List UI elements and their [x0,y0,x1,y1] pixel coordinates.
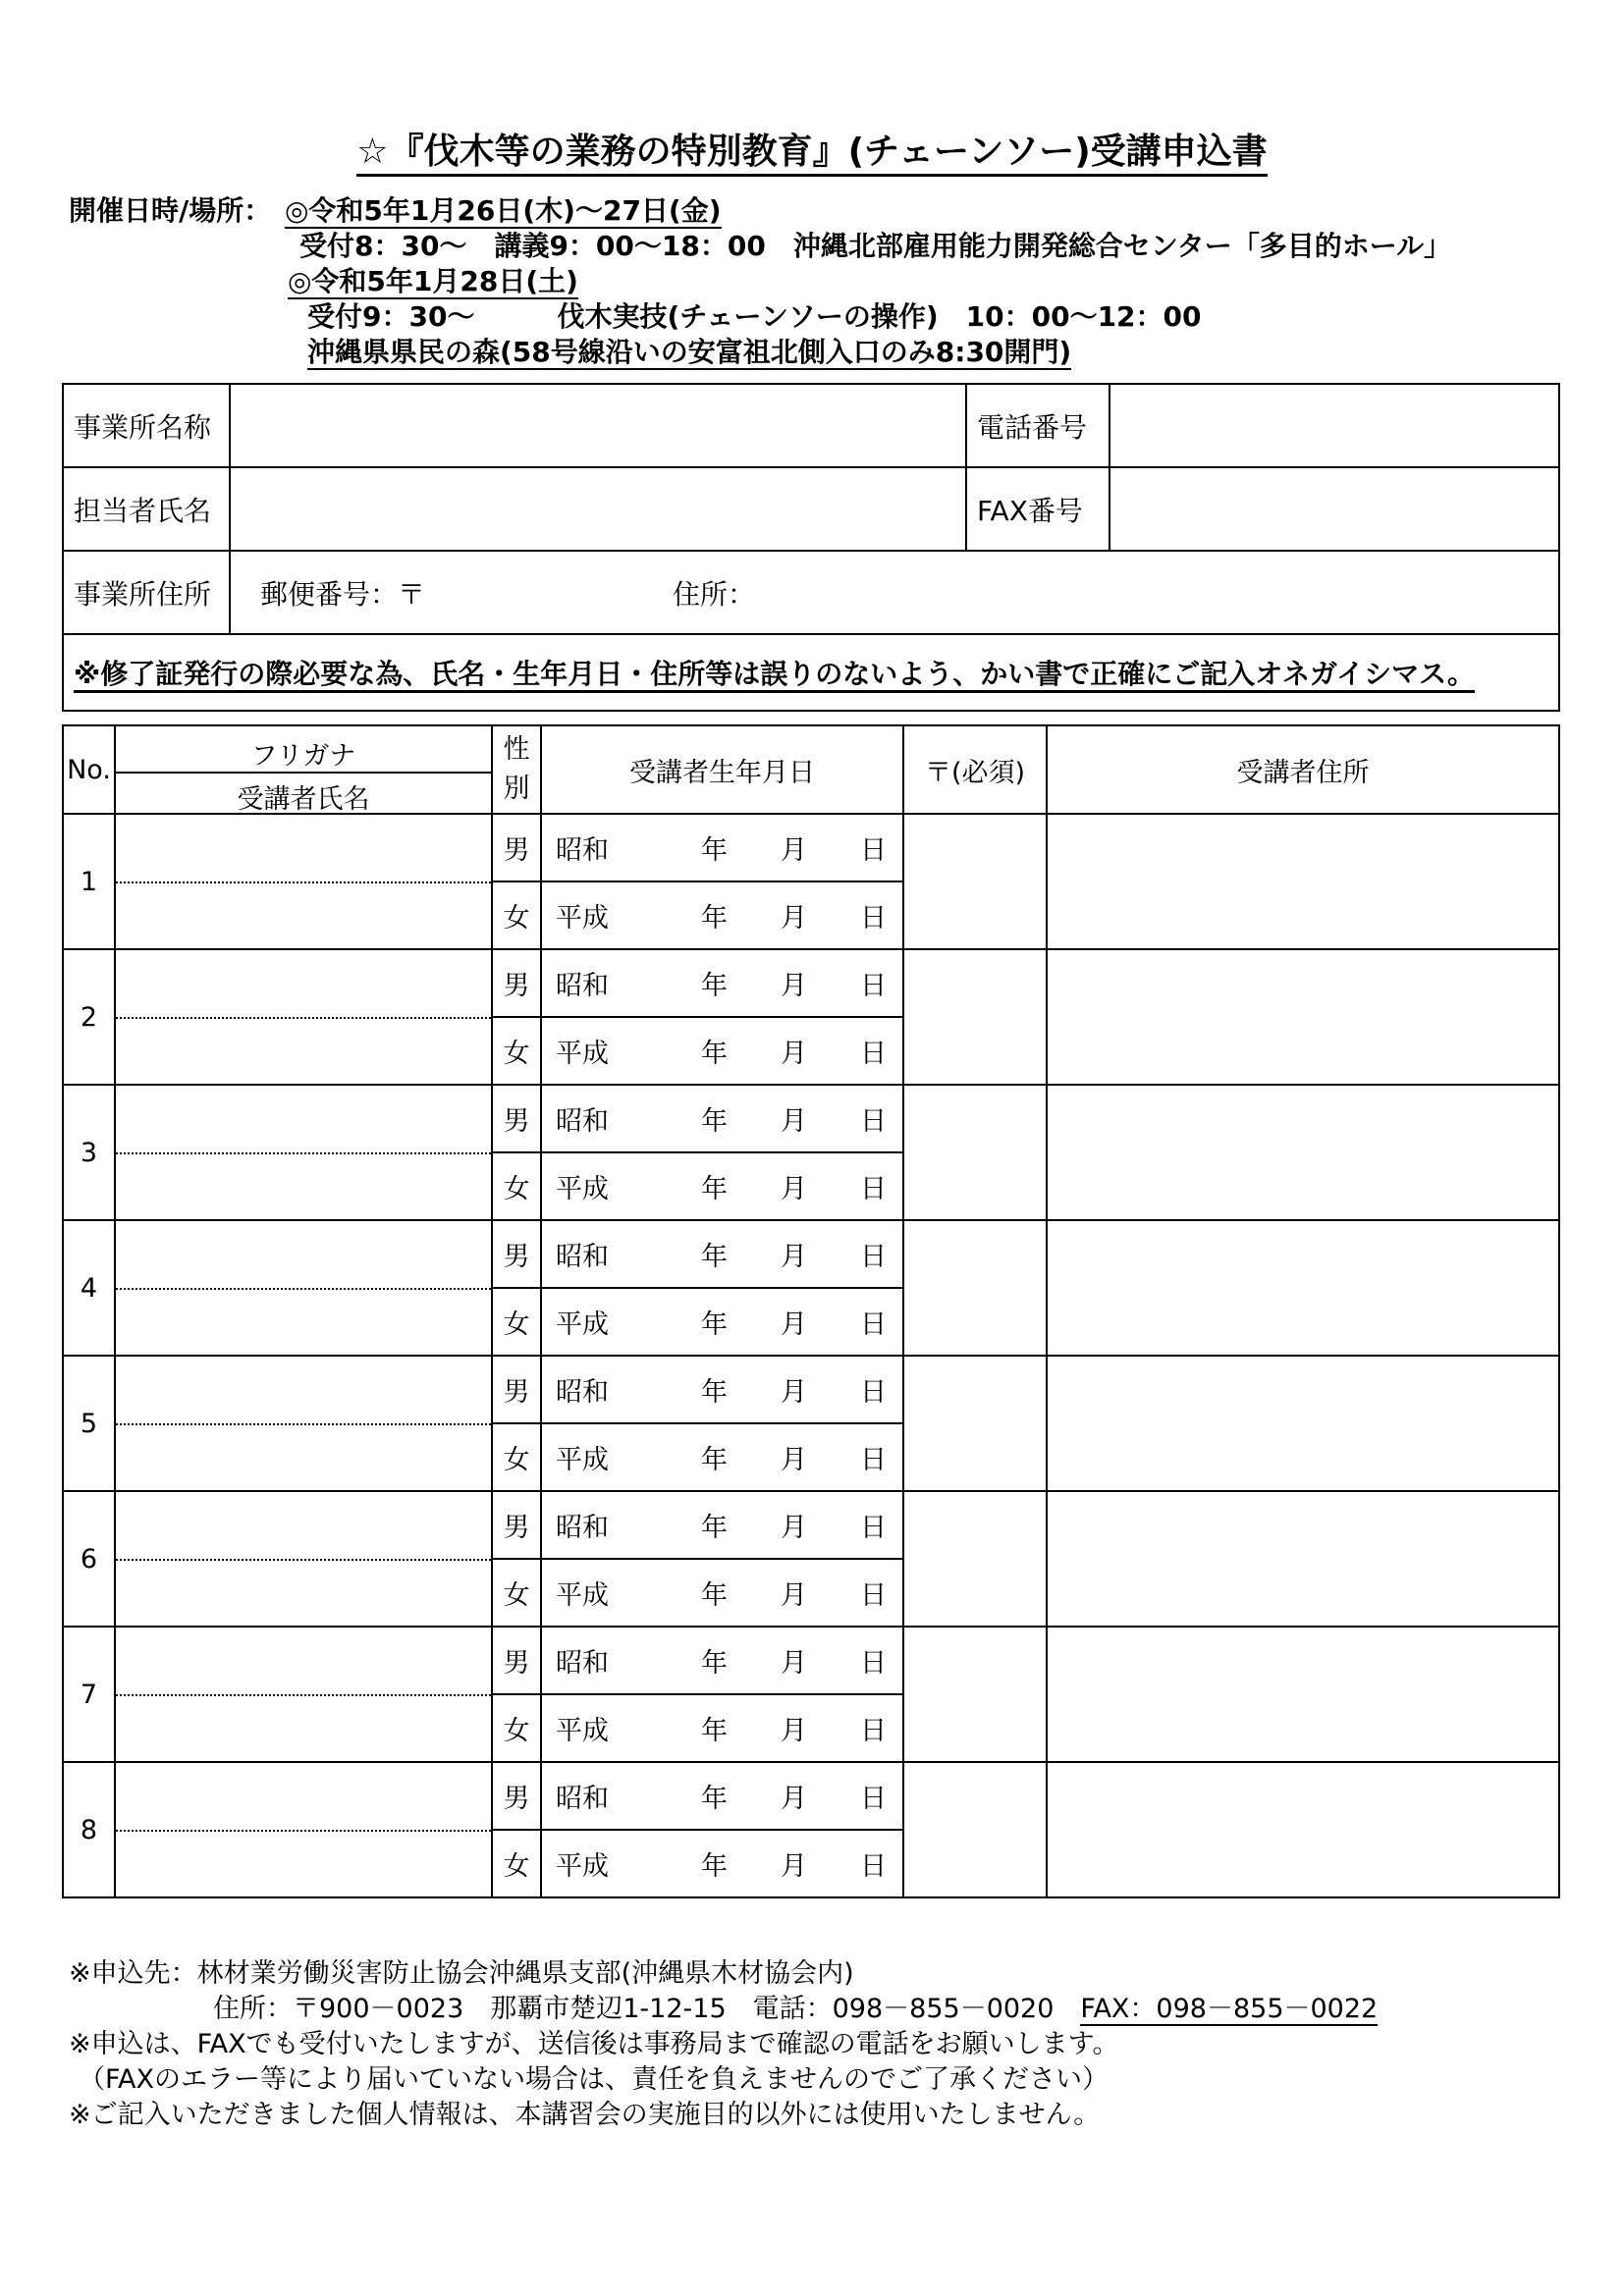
fax-field[interactable] [1110,467,1559,551]
participant-name-field[interactable] [115,1762,492,1897]
schedule-day1-detail: 受付8：30～ 講義9：00～18：00 沖縄北部雇用能力開発総合センター「多目的ホール」 [299,230,1452,262]
participant-address-field[interactable] [1047,1762,1559,1897]
participant-address-field[interactable] [1047,1627,1559,1762]
header-participant-name: 受講者氏名 [237,784,370,815]
participant-postal-field[interactable] [903,949,1047,1085]
participant-postal-field[interactable] [903,814,1047,949]
birthdate-showa[interactable]: 昭和 年 月 日 [541,1762,903,1830]
sex-male[interactable]: 男 [492,814,541,881]
birthdate-showa[interactable]: 昭和 年 月 日 [541,1220,903,1288]
contact-name-label: 担当者氏名 [63,467,230,551]
office-address-label: 事業所住所 [63,551,230,634]
participant-name-field[interactable] [115,1627,492,1762]
participant-postal-field[interactable] [903,1627,1047,1762]
row-number: 8 [63,1762,115,1897]
participant-address-field[interactable] [1047,1220,1559,1356]
participant-name-field[interactable] [115,1356,492,1491]
participant-postal-field[interactable] [903,1085,1047,1220]
phone-field[interactable] [1110,384,1559,467]
participant-name-field[interactable] [115,814,492,949]
participant-row [63,1085,1559,1152]
birthdate-showa[interactable]: 昭和 年 月 日 [541,1491,903,1559]
schedule-day2-detail: 受付9：30～ 伐木実技(チェーンソーの操作) 10：00～12：00 [307,300,1202,333]
birthdate-heisei[interactable]: 平成 年 月 日 [541,1152,903,1220]
birthdate-heisei[interactable]: 平成 年 月 日 [541,1694,903,1762]
birthdate-showa[interactable]: 昭和 年 月 日 [541,949,903,1017]
participant-row [63,814,1559,881]
sex-female[interactable]: 女 [492,1423,541,1491]
participant-row [63,949,1559,1017]
sex-male[interactable]: 男 [492,949,541,1017]
sex-female[interactable]: 女 [492,1694,541,1762]
participant-name-field[interactable] [115,1220,492,1356]
sex-female[interactable]: 女 [492,1288,541,1356]
row-number: 5 [63,1356,115,1491]
phone-label: 電話番号 [966,384,1110,467]
header-furigana: フリガナ [250,741,356,772]
footer-note-fax-error: （FAXのエラー等により届いていない場合は、責任を負えませんのでご了承ください） [79,2064,1110,2095]
office-info-table [62,383,1560,712]
header-address: 受講者住所 [1047,725,1559,814]
sex-female[interactable]: 女 [492,1152,541,1220]
schedule-label: 開催日時/場所： [69,194,272,227]
office-address-field[interactable] [230,551,1559,634]
birthdate-heisei[interactable]: 平成 年 月 日 [541,1423,903,1491]
row-number: 3 [63,1085,115,1220]
schedule-day2: ◎令和5年1月28日(土) [288,265,578,297]
footer-privacy: ※ご記入いただきました個人情報は、本講習会の実施目的以外には使用いたしません。 [69,2100,1101,2130]
birthdate-showa[interactable]: 昭和 年 月 日 [541,1356,903,1423]
header-name [115,725,492,814]
participant-address-field[interactable] [1047,1356,1559,1491]
participant-postal-field[interactable] [903,1491,1047,1627]
participant-postal-field[interactable] [903,1220,1047,1356]
row-number: 2 [63,949,115,1085]
participant-address-field[interactable] [1047,1491,1559,1627]
header-postal: 〒(必須) [903,725,1047,814]
participant-address-field[interactable] [1047,814,1559,949]
participants-table [62,724,1560,1898]
sex-female[interactable]: 女 [492,1017,541,1085]
row-number: 7 [63,1627,115,1762]
sex-male[interactable]: 男 [492,1220,541,1288]
office-name-field[interactable] [230,384,966,467]
header-birthdate: 受講者生年月日 [541,725,903,814]
participant-row [63,1762,1559,1830]
sex-male[interactable]: 男 [492,1356,541,1423]
page-title: ☆『伐木等の業務の特別教育』(チェーンソー)受講申込書 [0,124,1624,174]
schedule-day2-place: 沖縄県県民の森(58号線沿いの安富祖北側入口のみ8:30開門) [307,336,1072,368]
sex-male[interactable]: 男 [492,1627,541,1694]
participant-row [63,1220,1559,1288]
sex-female[interactable]: 女 [492,1830,541,1897]
birthdate-showa[interactable]: 昭和 年 月 日 [541,1085,903,1152]
birthdate-heisei[interactable]: 平成 年 月 日 [541,1288,903,1356]
contact-name-field[interactable] [230,467,966,551]
birthdate-showa[interactable]: 昭和 年 月 日 [541,814,903,881]
fax-label: FAX番号 [966,467,1110,551]
row-number: 1 [63,814,115,949]
sex-female[interactable]: 女 [492,1559,541,1627]
birthdate-heisei[interactable]: 平成 年 月 日 [541,1017,903,1085]
office-name-label: 事業所名称 [63,384,230,467]
participant-row [63,1627,1559,1694]
header-sex: 性 別 [492,725,541,814]
postal-code-label: 郵便番号：〒 [260,577,426,611]
row-number: 4 [63,1220,115,1356]
participant-row [63,1356,1559,1423]
participant-postal-field[interactable] [903,1356,1047,1491]
participant-name-field[interactable] [115,949,492,1085]
participant-name-field[interactable] [115,1491,492,1627]
header-no: No. [63,725,115,814]
participant-postal-field[interactable] [903,1762,1047,1897]
participant-address-field[interactable] [1047,1085,1559,1220]
sex-male[interactable]: 男 [492,1762,541,1830]
footer-address: 住所：〒900－0023 那覇市楚辺1-12-15 電話：098－855－0020 FAX：098－855－0022 [213,1994,1379,2024]
footer-note-fax: ※申込は、FAXでも受付いたしますが、送信後は事務局まで確認の電話をお願いします。 [69,2029,1119,2059]
notice: ※修了証発行の際必要な為、氏名・生年月日・住所等は誤りのないよう、かい書で正確にご記入オネガイシマス。 [63,634,1559,711]
birthdate-heisei[interactable]: 平成 年 月 日 [541,881,903,949]
sex-female[interactable]: 女 [492,881,541,949]
participant-row [63,1491,1559,1559]
birthdate-heisei[interactable]: 平成 年 月 日 [541,1830,903,1897]
sex-male[interactable]: 男 [492,1491,541,1559]
address-label: 住所： [673,577,756,611]
participant-address-field[interactable] [1047,949,1559,1085]
schedule-day1: ◎令和5年1月26日(木)～27日(金) [285,194,722,227]
row-number: 6 [63,1491,115,1627]
participant-name-field[interactable] [115,1085,492,1220]
birthdate-showa[interactable]: 昭和 年 月 日 [541,1627,903,1694]
footer-contact: ※申込先：林材業労働災害防止協会沖縄県支部(沖縄県木材協会内) [69,1958,854,1989]
birthdate-heisei[interactable]: 平成 年 月 日 [541,1559,903,1627]
sex-male[interactable]: 男 [492,1085,541,1152]
